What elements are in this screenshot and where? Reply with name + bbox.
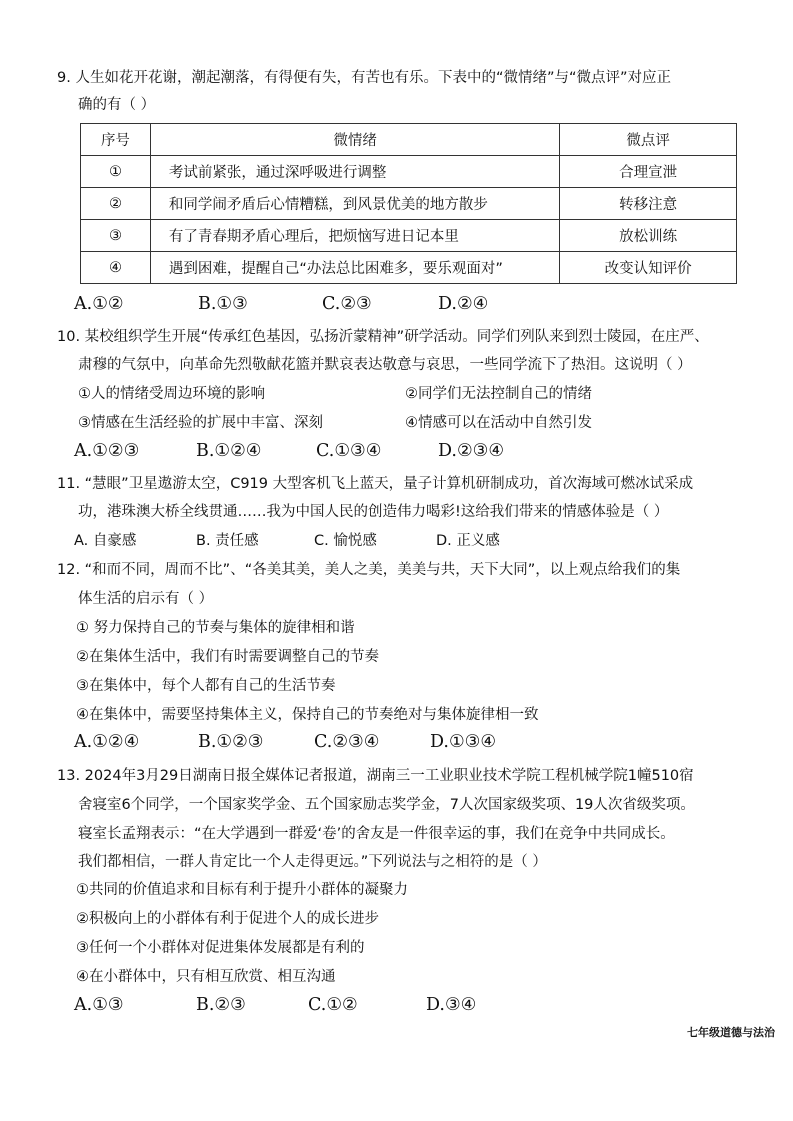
q13-stem-line2: 舍寝室6个同学，一个国家奖学金、五个国家励志奖学金，7人次国家级奖项、19人次省级奖项。 [78,797,695,813]
q9-stem-line2: 确的有（ ） [78,97,156,113]
q9-table [80,123,737,284]
option-b[interactable]: B.①③ [198,294,248,314]
option-a[interactable]: A.①③ [74,995,124,1015]
q10-statement-1: ①人的情绪受周边环境的影响 [78,386,265,402]
q13-statement-2: ②积极向上的小群体有利于促进个人的成长进步 [76,911,379,927]
table-cell: 考试前紧张，通过深呼吸进行调整 [150,156,559,188]
q13-statement-4: ④在小群体中，只有相互欣赏、相互沟通 [76,969,336,985]
q9-stem-line1: 9. 人生如花开花谢，潮起潮落，有得便有失，有苦也有乐。下表中的“微情绪”与“微点评”对应正 [57,70,671,86]
table-header-row [81,124,737,156]
option-b[interactable]: B. 责任感 [196,533,259,549]
option-a[interactable]: A. 自豪感 [74,533,137,549]
table-cell: ④ [81,252,151,284]
table-cell: ① [81,156,151,188]
table-row [81,220,737,252]
q10-stem-line1: 10. 某校组织学生开展“传承红色基因，弘扬沂蒙精神”研学活动。同学们列队来到烈士陵园，在庄严、 [57,329,709,345]
page-footer: 七年级道德与法治 [687,1026,775,1039]
table-cell: 有了青春期矛盾心理后，把烦恼写进日记本里 [150,220,559,252]
option-c[interactable]: C.①③④ [316,441,382,461]
q13-statement-1: ①共同的价值追求和目标有利于提升小群体的凝聚力 [76,882,408,898]
q12-statement-4: ④在集体中，需要坚持集体主义，保持自己的节奏绝对与集体旋律相一致 [76,707,539,723]
option-a[interactable]: A.①②④ [74,732,140,752]
option-b[interactable]: B.①②④ [196,441,262,461]
table-cell: 放松训练 [560,220,737,252]
table-cell: ② [81,188,151,220]
table-cell: 改变认知评价 [560,252,737,284]
option-d[interactable]: D. 正义感 [436,533,500,549]
option-c[interactable]: C. 愉悦感 [314,533,377,549]
table-cell: 转移注意 [560,188,737,220]
option-d[interactable]: D.②③④ [438,441,505,461]
q13-statement-3: ③任何一个小群体对促进集体发展都是有利的 [76,940,365,956]
q13-stem-line4: 我们都相信，一群人肯定比一个人走得更远。”下列说法与之相符的是（ ） [78,854,547,870]
option-c[interactable]: C.②③④ [314,732,380,752]
table-cell: 和同学闹矛盾后心情糟糕，到风景优美的地方散步 [150,188,559,220]
q10-stem-line2: 肃穆的气氛中，向革命先烈敬献花篮并默哀表达敬意与哀思，一些同学流下了热泪。这说明（ ） [78,357,692,373]
option-b[interactable]: B.①②③ [198,732,264,752]
q12-statement-2: ②在集体生活中，我们有时需要调整自己的节奏 [76,649,379,665]
option-d[interactable]: D.①③④ [430,732,497,752]
table-cell: ③ [81,220,151,252]
q12-statement-1: ① 努力保持自己的节奏与集体的旋律相和谐 [76,620,355,636]
option-c[interactable]: C.①② [308,995,358,1015]
option-b[interactable]: B.②③ [196,995,246,1015]
q11-stem-line1: 11. “慧眼”卫星遨游太空，C919 大型客机飞上蓝天，量子计算机研制成功，首次海域可燃冰试采成 [57,476,694,492]
option-d[interactable]: D.③④ [426,995,477,1015]
table-header-cell: 微点评 [560,124,737,156]
q10-statement-2: ②同学们无法控制自己的情绪 [405,386,592,402]
table-cell: 遇到困难，提醒自己“办法总比困难多，要乐观面对” [150,252,559,284]
q12-stem-line2: 体生活的启示有（ ） [78,591,214,607]
option-a[interactable]: A.①②③ [74,441,140,461]
option-a[interactable]: A.①② [74,294,124,314]
table-cell: 合理宣泄 [560,156,737,188]
option-c[interactable]: C.②③ [322,294,372,314]
option-d[interactable]: D.②④ [438,294,489,314]
table-header-cell: 序号 [81,124,151,156]
q10-statement-4: ④情感可以在活动中自然引发 [405,415,592,431]
q12-statement-3: ③在集体中，每个人都有自己的生活节奏 [76,678,336,694]
q11-stem-line2: 功，港珠澳大桥全线贯通……我为中国人民的创造伟力喝彩!这给我们带来的情感体验是（ ） [78,504,669,520]
q12-stem-line1: 12. “和而不同，周而不比”、“各美其美，美人之美，美美与共，天下大同”，以上观点给我们的集 [57,562,681,578]
table-row [81,188,737,220]
table-row [81,252,737,284]
q13-stem-line3: 寝室长孟翔表示：“在大学遇到一群爱‘卷’的舍友是一件很幸运的事，我们在竞争中共同成长。 [78,826,675,842]
q10-statement-3: ③情感在生活经验的扩展中丰富、深刻 [78,415,323,431]
q13-stem-line1: 13. 2024年3月29日湖南日报全媒体记者报道，湖南三一工业职业技术学院工程机械学院1幢510宿 [57,768,694,784]
table-row [81,156,737,188]
table-header-cell: 微情绪 [150,124,559,156]
